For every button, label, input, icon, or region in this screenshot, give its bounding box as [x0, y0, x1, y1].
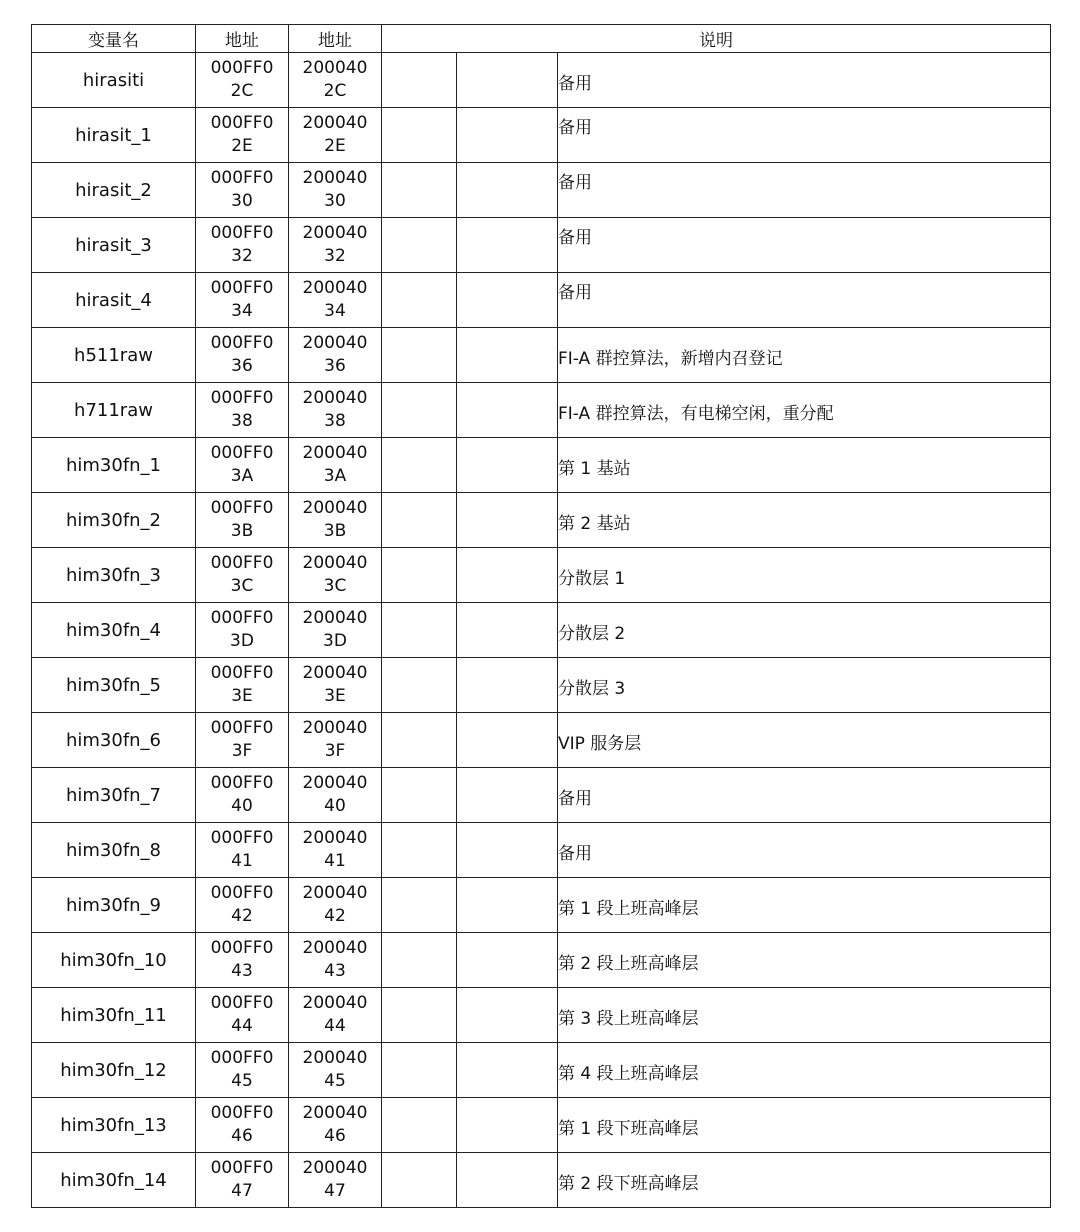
address-2-line-2: 36: [324, 356, 346, 376]
description-text: 第 1 段下班高峰层: [558, 1119, 699, 1139]
address-2-cell: [289, 438, 382, 493]
description-text: 备用: [558, 789, 592, 809]
variable-name: hirasiti: [82, 69, 145, 91]
description-cell: [558, 933, 1051, 988]
address-1-cell: [196, 493, 289, 548]
address-1-line-1: 000FF0: [210, 1158, 274, 1178]
description-cell: [558, 1153, 1051, 1208]
address-2-line-2: 3A: [323, 466, 347, 486]
variable-name: him30fn_6: [65, 729, 162, 751]
address-2-line-2: 42: [324, 906, 346, 926]
address-1-line-1: 000FF0: [210, 718, 274, 738]
address-1-cell: [196, 1043, 289, 1098]
table-row: [32, 1153, 1051, 1208]
address-2-line-1: 200040: [302, 773, 368, 793]
empty-cell-1: [382, 1043, 457, 1098]
address-2-line-2: 40: [324, 796, 346, 816]
address-2-line-1: 200040: [302, 498, 368, 518]
empty-cell-2: [457, 273, 558, 328]
empty-cell-1: [382, 548, 457, 603]
address-1-line-2: 41: [231, 851, 253, 871]
address-2-line-2: 2E: [324, 136, 346, 156]
address-2-line-1: 200040: [302, 938, 368, 958]
address-1-line-1: 000FF0: [210, 333, 274, 353]
empty-cell-1: [382, 823, 457, 878]
description-text: VIP 服务层: [558, 734, 642, 754]
empty-cell-1: [382, 988, 457, 1043]
variable-name: him30fn_13: [60, 1114, 167, 1136]
variable-name: him30fn_10: [60, 949, 167, 971]
empty-cell-1: [382, 163, 457, 218]
empty-cell-1: [382, 53, 457, 108]
address-2-cell: [289, 218, 382, 273]
empty-cell-2: [457, 603, 558, 658]
address-2-cell: [289, 768, 382, 823]
address-2-cell: [289, 658, 382, 713]
address-2-cell: [289, 933, 382, 988]
description-cell: [558, 108, 1051, 163]
description-cell: [558, 493, 1051, 548]
address-1-line-2: 44: [231, 1016, 253, 1036]
address-1-line-2: 46: [231, 1126, 253, 1146]
empty-cell-1: [382, 328, 457, 383]
address-1-line-2: 3D: [230, 631, 254, 651]
address-2-cell: [289, 1043, 382, 1098]
description-cell: [558, 878, 1051, 933]
address-1-line-1: 000FF0: [210, 663, 274, 683]
variable-name-cell: [32, 273, 196, 328]
address-1-line-1: 000FF0: [210, 443, 274, 463]
table-row: [32, 548, 1051, 603]
description-cell: [558, 988, 1051, 1043]
address-2-line-1: 200040: [302, 58, 368, 78]
table-row: [32, 713, 1051, 768]
variable-name: hirasit_3: [75, 234, 152, 256]
description-text: 分散层 3: [558, 679, 626, 699]
variable-name-cell: [32, 713, 196, 768]
table-row: [32, 878, 1051, 933]
empty-cell-2: [457, 933, 558, 988]
address-2-line-2: 47: [324, 1181, 346, 1201]
address-2-line-1: 200040: [302, 113, 368, 133]
address-2-cell: [289, 53, 382, 108]
variable-name: hirasit_2: [75, 179, 152, 201]
description-cell: [558, 218, 1051, 273]
description-cell: [558, 438, 1051, 493]
address-2-line-2: 3D: [323, 631, 347, 651]
address-1-cell: [196, 1153, 289, 1208]
address-1-line-2: 3B: [230, 521, 254, 541]
empty-cell-2: [457, 383, 558, 438]
table-row: [32, 823, 1051, 878]
address-2-cell: [289, 493, 382, 548]
description-cell: [558, 383, 1051, 438]
description-text: FI-A 群控算法，有电梯空闲，重分配: [558, 404, 834, 424]
empty-cell-1: [382, 438, 457, 493]
address-1-line-2: 2C: [230, 81, 254, 101]
empty-cell-2: [457, 768, 558, 823]
variable-name: him30fn_4: [65, 619, 162, 641]
address-1-line-1: 000FF0: [210, 388, 274, 408]
description-text: FI-A 群控算法，新增内召登记: [558, 349, 783, 369]
empty-cell-1: [382, 108, 457, 163]
empty-cell-2: [457, 163, 558, 218]
address-2-line-2: 32: [324, 246, 346, 266]
description-text: 分散层 2: [558, 624, 626, 644]
address-2-cell: [289, 603, 382, 658]
variable-name: hirasit_4: [75, 289, 152, 311]
address-1-line-2: 45: [231, 1071, 253, 1091]
address-2-cell: [289, 548, 382, 603]
header-variable-name: 变量名: [32, 25, 196, 53]
address-2-cell: [289, 988, 382, 1043]
variable-name-cell: [32, 603, 196, 658]
address-2-line-1: 200040: [302, 168, 368, 188]
empty-cell-2: [457, 878, 558, 933]
address-1-cell: [196, 603, 289, 658]
variable-name-cell: [32, 933, 196, 988]
description-text: 第 2 段上班高峰层: [558, 954, 699, 974]
address-2-line-1: 200040: [302, 278, 368, 298]
description-text: 备用: [558, 118, 592, 138]
description-text: 备用: [558, 283, 592, 303]
address-1-cell: [196, 328, 289, 383]
address-2-cell: [289, 1153, 382, 1208]
variable-name-cell: [32, 823, 196, 878]
address-1-cell: [196, 933, 289, 988]
empty-cell-1: [382, 768, 457, 823]
variable-name-cell: [32, 493, 196, 548]
address-1-line-2: 3C: [230, 576, 254, 596]
description-cell: [558, 273, 1051, 328]
description-cell: [558, 53, 1051, 108]
address-1-line-1: 000FF0: [210, 1103, 274, 1123]
table-row: [32, 163, 1051, 218]
variable-name: him30fn_1: [65, 454, 162, 476]
variable-name-cell: [32, 1098, 196, 1153]
address-1-cell: [196, 658, 289, 713]
empty-cell-1: [382, 493, 457, 548]
address-1-cell: [196, 823, 289, 878]
table-row: [32, 493, 1051, 548]
address-1-line-1: 000FF0: [210, 883, 274, 903]
address-2-line-1: 200040: [302, 883, 368, 903]
empty-cell-2: [457, 823, 558, 878]
address-2-line-1: 200040: [302, 1158, 368, 1178]
address-1-line-2: 30: [231, 191, 253, 211]
variable-name: him30fn_11: [60, 1004, 167, 1026]
description-text: 第 2 段下班高峰层: [558, 1174, 699, 1194]
variable-name: him30fn_7: [65, 784, 162, 806]
empty-cell-1: [382, 603, 457, 658]
address-1-cell: [196, 218, 289, 273]
variable-name-cell: [32, 1043, 196, 1098]
address-2-line-1: 200040: [302, 1048, 368, 1068]
address-2-cell: [289, 1098, 382, 1153]
variable-name: him30fn_8: [65, 839, 162, 861]
address-2-line-2: 3C: [323, 576, 347, 596]
description-text: 备用: [558, 228, 592, 248]
address-2-line-2: 45: [324, 1071, 346, 1091]
description-cell: [558, 823, 1051, 878]
variable-name: him30fn_12: [60, 1059, 167, 1081]
address-1-cell: [196, 163, 289, 218]
empty-cell-1: [382, 383, 457, 438]
variable-name-cell: [32, 548, 196, 603]
address-1-cell: [196, 383, 289, 438]
address-1-cell: [196, 438, 289, 493]
variable-name-cell: [32, 218, 196, 273]
variable-name-cell: [32, 53, 196, 108]
variable-name-cell: [32, 163, 196, 218]
address-2-cell: [289, 713, 382, 768]
empty-cell-2: [457, 548, 558, 603]
address-1-cell: [196, 548, 289, 603]
variable-name-cell: [32, 658, 196, 713]
address-2-line-1: 200040: [302, 388, 368, 408]
address-1-cell: [196, 1098, 289, 1153]
table-row: [32, 108, 1051, 163]
table-row: [32, 1043, 1051, 1098]
empty-cell-2: [457, 713, 558, 768]
empty-cell-1: [382, 273, 457, 328]
address-2-cell: [289, 273, 382, 328]
address-2-line-2: 38: [324, 411, 346, 431]
address-2-line-1: 200040: [302, 553, 368, 573]
address-2-line-2: 46: [324, 1126, 346, 1146]
description-cell: [558, 548, 1051, 603]
variable-name-cell: [32, 768, 196, 823]
description-text: 第 1 基站: [558, 459, 631, 479]
description-cell: [558, 768, 1051, 823]
header-address-1: 地址: [196, 25, 289, 53]
address-1-cell: [196, 108, 289, 163]
variable-name-cell: [32, 328, 196, 383]
empty-cell-1: [382, 713, 457, 768]
address-1-line-2: 3F: [231, 741, 253, 761]
description-text: 备用: [558, 173, 592, 193]
address-2-cell: [289, 383, 382, 438]
table-row: [32, 658, 1051, 713]
address-2-line-1: 200040: [302, 718, 368, 738]
table-header-row: [32, 25, 1051, 53]
empty-cell-1: [382, 933, 457, 988]
address-2-line-1: 200040: [302, 828, 368, 848]
address-1-cell: [196, 713, 289, 768]
address-1-line-2: 38: [231, 411, 253, 431]
address-1-line-2: 3E: [231, 686, 253, 706]
address-1-line-1: 000FF0: [210, 168, 274, 188]
address-1-line-1: 000FF0: [210, 498, 274, 518]
variable-name-cell: [32, 878, 196, 933]
address-1-line-1: 000FF0: [210, 993, 274, 1013]
address-1-line-2: 32: [231, 246, 253, 266]
variable-name: h511raw: [74, 344, 153, 366]
variable-name: him30fn_9: [65, 894, 162, 916]
address-1-line-1: 000FF0: [210, 1048, 274, 1068]
table-row: [32, 603, 1051, 658]
address-2-line-2: 3B: [323, 521, 347, 541]
description-text: 第 3 段上班高峰层: [558, 1009, 699, 1029]
table-row: [32, 53, 1051, 108]
address-1-line-1: 000FF0: [210, 223, 274, 243]
address-1-line-2: 34: [231, 301, 253, 321]
address-2-line-1: 200040: [302, 608, 368, 628]
address-1-line-2: 43: [231, 961, 253, 981]
address-1-line-1: 000FF0: [210, 553, 274, 573]
address-2-cell: [289, 823, 382, 878]
address-1-cell: [196, 273, 289, 328]
description-cell: [558, 713, 1051, 768]
address-2-line-2: 44: [324, 1016, 346, 1036]
header-description: 说明: [382, 25, 1051, 53]
variable-name: h711raw: [74, 399, 153, 421]
empty-cell-1: [382, 658, 457, 713]
empty-cell-2: [457, 1153, 558, 1208]
address-2-line-2: 41: [324, 851, 346, 871]
description-text: 备用: [558, 844, 592, 864]
empty-cell-2: [457, 438, 558, 493]
address-2-line-1: 200040: [302, 993, 368, 1013]
address-1-cell: [196, 768, 289, 823]
address-1-line-2: 2E: [231, 136, 253, 156]
description-text: 第 2 基站: [558, 514, 631, 534]
empty-cell-1: [382, 1098, 457, 1153]
empty-cell-1: [382, 218, 457, 273]
address-2-line-1: 200040: [302, 1103, 368, 1123]
empty-cell-2: [457, 218, 558, 273]
table-row: [32, 328, 1051, 383]
address-1-line-2: 36: [231, 356, 253, 376]
description-text: 第 1 段上班高峰层: [558, 899, 699, 919]
description-text: 备用: [558, 74, 592, 94]
table-body: [32, 53, 1051, 1208]
variable-name: hirasit_1: [75, 124, 152, 146]
address-1-line-2: 42: [231, 906, 253, 926]
empty-cell-2: [457, 1098, 558, 1153]
address-1-line-2: 47: [231, 1181, 253, 1201]
empty-cell-2: [457, 108, 558, 163]
empty-cell-1: [382, 1153, 457, 1208]
address-1-line-1: 000FF0: [210, 828, 274, 848]
empty-cell-2: [457, 53, 558, 108]
empty-cell-2: [457, 328, 558, 383]
description-cell: [558, 163, 1051, 218]
description-text: 分散层 1: [558, 569, 626, 589]
address-2-cell: [289, 108, 382, 163]
address-1-line-1: 000FF0: [210, 278, 274, 298]
description-cell: [558, 658, 1051, 713]
address-1-line-2: 40: [231, 796, 253, 816]
address-2-cell: [289, 163, 382, 218]
address-1-line-2: 3A: [230, 466, 254, 486]
address-2-line-1: 200040: [302, 223, 368, 243]
address-2-line-2: 30: [324, 191, 346, 211]
address-1-line-1: 000FF0: [210, 938, 274, 958]
variable-name-cell: [32, 108, 196, 163]
address-2-line-2: 2C: [323, 81, 347, 101]
address-2-cell: [289, 878, 382, 933]
address-2-line-2: 3E: [324, 686, 346, 706]
description-text: 第 4 段上班高峰层: [558, 1064, 699, 1084]
address-1-line-1: 000FF0: [210, 608, 274, 628]
table-row: [32, 933, 1051, 988]
variable-name-cell: [32, 383, 196, 438]
variable-name: him30fn_5: [65, 674, 162, 696]
variable-address-table: [31, 24, 1051, 1208]
variable-name-cell: [32, 988, 196, 1043]
address-1-line-1: 000FF0: [210, 773, 274, 793]
variable-name: him30fn_2: [65, 509, 162, 531]
table-row: [32, 383, 1051, 438]
description-cell: [558, 328, 1051, 383]
address-2-line-2: 43: [324, 961, 346, 981]
address-1-cell: [196, 878, 289, 933]
address-2-line-2: 3F: [324, 741, 346, 761]
empty-cell-2: [457, 658, 558, 713]
table-row: [32, 1098, 1051, 1153]
description-cell: [558, 1043, 1051, 1098]
address-1-cell: [196, 53, 289, 108]
table-row: [32, 218, 1051, 273]
table-row: [32, 438, 1051, 493]
table-row: [32, 273, 1051, 328]
description-cell: [558, 603, 1051, 658]
address-2-cell: [289, 328, 382, 383]
address-2-line-2: 34: [324, 301, 346, 321]
address-1-line-1: 000FF0: [210, 58, 274, 78]
empty-cell-2: [457, 1043, 558, 1098]
empty-cell-2: [457, 988, 558, 1043]
variable-name-cell: [32, 438, 196, 493]
address-2-line-1: 200040: [302, 443, 368, 463]
variable-name-cell: [32, 1153, 196, 1208]
address-1-cell: [196, 988, 289, 1043]
variable-name: him30fn_14: [60, 1169, 167, 1191]
header-address-2: 地址: [289, 25, 382, 53]
table-row: [32, 988, 1051, 1043]
empty-cell-2: [457, 493, 558, 548]
address-2-line-1: 200040: [302, 663, 368, 683]
description-cell: [558, 1098, 1051, 1153]
address-1-line-1: 000FF0: [210, 113, 274, 133]
variable-name: him30fn_3: [65, 564, 162, 586]
address-2-line-1: 200040: [302, 333, 368, 353]
empty-cell-1: [382, 878, 457, 933]
table-row: [32, 768, 1051, 823]
